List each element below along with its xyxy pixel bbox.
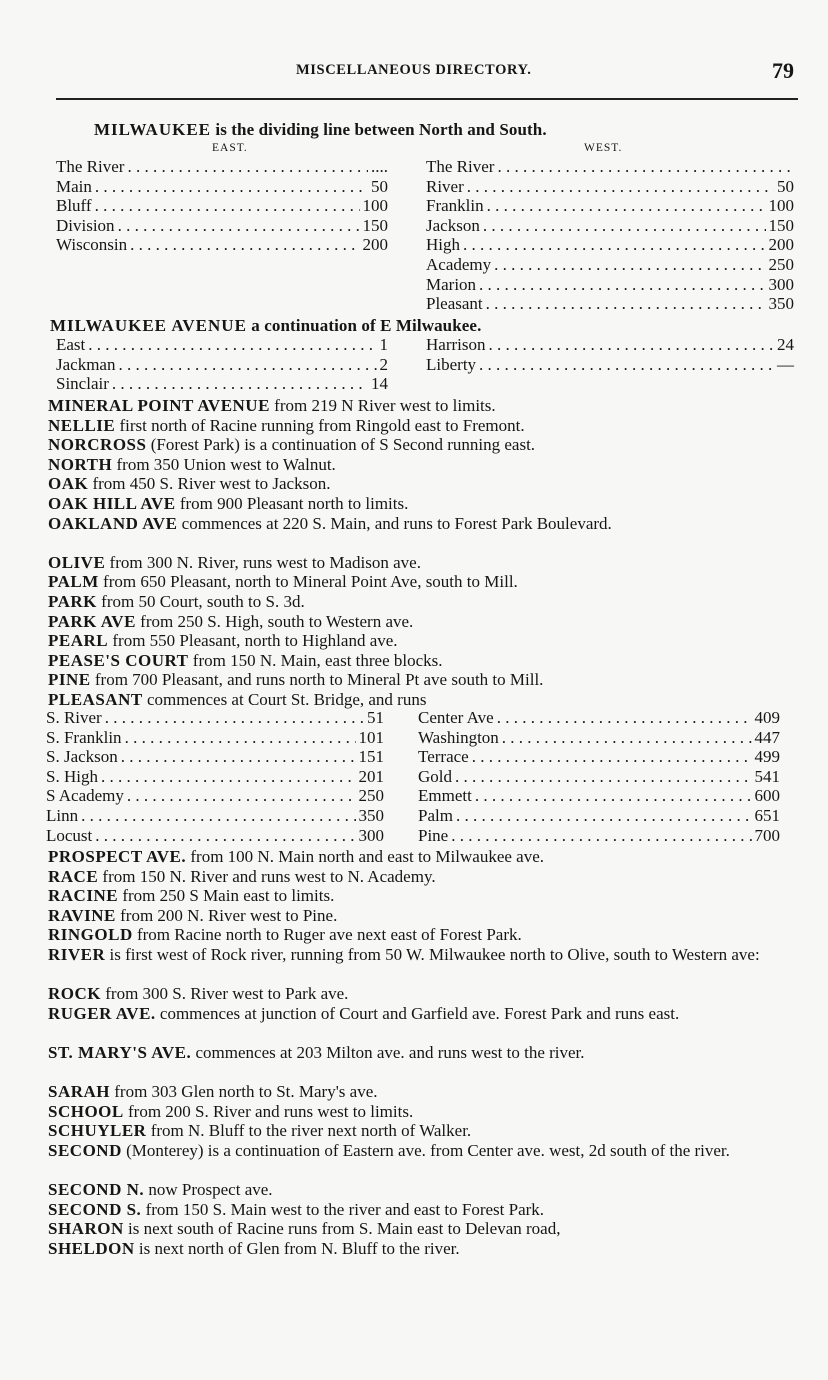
street-description: from 350 Union west to Walnut. xyxy=(116,454,336,474)
directory-row xyxy=(56,374,388,394)
street-name: SECOND S. xyxy=(48,1199,142,1219)
street-description: from 219 N River west to limits. xyxy=(274,396,496,415)
street-name: Academy xyxy=(426,255,492,274)
street-description: from 50 Court, south to S. 3d. xyxy=(101,592,305,611)
leader-dots xyxy=(488,335,774,355)
leader-dots xyxy=(112,374,368,394)
street-entry xyxy=(48,514,788,534)
street-entry xyxy=(48,651,788,671)
street-entry xyxy=(48,1219,788,1239)
street-name: PEARL xyxy=(48,631,109,651)
street-entry xyxy=(48,1239,788,1259)
street-number: 100 xyxy=(362,196,388,216)
street-name: Gold xyxy=(418,766,452,786)
street-number: 151 xyxy=(358,747,384,767)
running-head-title: MISCELLANEOUS DIRECTORY. xyxy=(296,62,532,78)
street-name: ST. MARY'S AVE. xyxy=(48,1043,192,1062)
street-entry xyxy=(48,1141,788,1161)
street-description: from 250 S. High, south to Western ave. xyxy=(140,611,414,631)
street-description: from 303 Glen north to St. Mary's ave. xyxy=(114,1082,378,1102)
street-number: 651 xyxy=(754,806,780,825)
directory-row xyxy=(56,157,388,177)
street-name: Terrace xyxy=(418,747,469,767)
street-name: Marion xyxy=(426,274,477,294)
street-name: RAVINE xyxy=(48,905,116,925)
street-name: Division xyxy=(56,215,115,235)
street-name: Jackman xyxy=(56,354,116,374)
leader-dots xyxy=(456,806,752,826)
street-number: 300 xyxy=(358,825,384,845)
street-entry xyxy=(48,945,788,965)
west-label: WEST. xyxy=(584,142,623,154)
street-number: 200 xyxy=(362,235,388,255)
street-entry xyxy=(48,906,788,926)
street-name: S. River xyxy=(46,708,102,727)
street-entry xyxy=(48,416,788,436)
street-entry xyxy=(48,494,788,514)
street-entry xyxy=(48,1102,788,1122)
street-number: 300 xyxy=(768,274,794,294)
street-name: High xyxy=(426,235,460,255)
street-number: 1 xyxy=(379,335,388,354)
street-entry xyxy=(48,1082,788,1102)
milwaukee-avenue-name: MILWAUKEE AVENUE xyxy=(50,316,247,335)
street-description: first north of Racine running from Ringold east to Fremont. xyxy=(119,415,525,435)
leader-dots xyxy=(472,747,752,767)
street-number: 24 xyxy=(777,335,794,354)
leader-dots xyxy=(483,216,766,236)
directory-row xyxy=(46,728,384,748)
directory-row xyxy=(418,708,780,728)
street-name: OAKLAND AVE xyxy=(48,513,178,533)
directory-row xyxy=(426,196,794,216)
directory-row xyxy=(56,196,388,216)
leader-dots xyxy=(502,728,752,748)
street-number: 250 xyxy=(358,786,384,806)
directory-row xyxy=(418,767,780,787)
leader-dots xyxy=(467,177,774,197)
street-entry xyxy=(48,925,788,945)
street-description: from 300 N. River, runs west to Madison ave. xyxy=(109,552,421,572)
directory-row xyxy=(418,806,780,826)
directory-row xyxy=(426,157,794,177)
directory-row xyxy=(426,255,794,275)
street-entry xyxy=(48,455,788,475)
leader-dots xyxy=(125,728,356,748)
street-description: from 900 Pleasant north to limits. xyxy=(179,494,409,513)
street-description: (Monterey) is a continuation of Eastern ave. from Center ave. west, 2d south of the river. xyxy=(126,1141,730,1160)
street-name: The River xyxy=(426,157,495,176)
street-name: MINERAL POINT AVENUE xyxy=(48,396,270,415)
street-description: from Racine north to Ruger ave next east of Forest Park. xyxy=(136,925,522,945)
directory-row xyxy=(46,806,384,826)
street-number: 101 xyxy=(358,727,384,747)
street-description: from N. Bluff to the river next north of Walker. xyxy=(150,1121,472,1141)
street-name: Locust xyxy=(46,825,93,845)
street-name: East xyxy=(56,335,86,354)
street-name: SCHOOL xyxy=(48,1101,124,1121)
street-name: RACINE xyxy=(48,886,119,906)
street-entry xyxy=(48,847,788,867)
street-number: 150 xyxy=(362,215,388,235)
street-number: 14 xyxy=(371,374,388,394)
milwaukee-intro xyxy=(94,120,547,140)
street-name: PROSPECT AVE. xyxy=(48,847,187,866)
street-name: S Academy xyxy=(46,786,124,806)
directory-row xyxy=(46,708,384,728)
leader-dots xyxy=(81,806,355,826)
street-name: Pine xyxy=(418,825,449,845)
leader-dots xyxy=(95,826,355,846)
leader-dots xyxy=(95,196,360,216)
directory-row xyxy=(426,235,794,255)
street-name: SCHUYLER xyxy=(48,1121,147,1141)
directory-row xyxy=(56,235,388,255)
street-name: SECOND xyxy=(48,1141,122,1160)
street-name: RACE xyxy=(48,866,99,886)
leader-dots xyxy=(95,177,368,197)
street-name: River xyxy=(426,176,464,196)
directory-row xyxy=(46,767,384,787)
street-entry xyxy=(48,396,788,416)
street-description: commences at 220 S. Main, and runs to Forest Park Boulevard. xyxy=(181,513,612,533)
street-entry xyxy=(48,1004,788,1024)
street-entry xyxy=(48,474,788,494)
header-rule xyxy=(56,98,798,100)
street-entry xyxy=(48,1200,788,1220)
street-entry xyxy=(48,612,788,632)
street-entry xyxy=(48,592,788,612)
street-name: Emmett xyxy=(418,786,472,806)
directory-row xyxy=(46,826,384,846)
street-description: from 250 S Main east to limits. xyxy=(122,886,335,906)
street-entry xyxy=(48,572,788,592)
directory-row xyxy=(46,786,384,806)
street-name: S. Jackson xyxy=(46,747,118,767)
street-name: Palm xyxy=(418,806,453,825)
street-name: OLIVE xyxy=(48,552,106,572)
directory-row xyxy=(418,786,780,806)
directory-row xyxy=(418,747,780,767)
leader-dots xyxy=(127,157,368,177)
street-description: is first west of Rock river, running from 50 W. Milwaukee north to Olive, south to Western ave: xyxy=(109,945,760,964)
street-description: commences at 203 Milton ave. and runs west to the river. xyxy=(195,1043,585,1062)
street-number: — xyxy=(777,354,794,374)
street-name: PARK AVE xyxy=(48,611,136,631)
street-entry xyxy=(48,631,788,651)
street-number: 50 xyxy=(777,176,794,196)
directory-row xyxy=(426,216,794,236)
east-label: EAST. xyxy=(212,142,248,154)
street-entry xyxy=(48,690,788,710)
street-description: from 150 S. Main west to the river and east to Forest Park. xyxy=(145,1199,545,1219)
street-description: commences at junction of Court and Garfield ave. Forest Park and runs east. xyxy=(159,1003,680,1023)
street-entry xyxy=(48,1180,788,1200)
leader-dots xyxy=(121,747,356,767)
street-description: is next south of Racine runs from S. Main east to Delevan road, xyxy=(127,1219,561,1239)
street-number: 100 xyxy=(768,196,794,216)
street-number: 499 xyxy=(754,747,780,767)
street-number: 201 xyxy=(358,766,384,786)
street-number: .... xyxy=(371,157,388,176)
leader-dots xyxy=(127,786,356,806)
leader-dots xyxy=(475,786,752,806)
directory-row xyxy=(46,747,384,767)
directory-row xyxy=(426,177,794,197)
street-name: Sinclair xyxy=(56,374,109,394)
directory-row xyxy=(426,275,794,295)
directory-row xyxy=(426,355,794,375)
leader-dots xyxy=(487,196,766,216)
street-description: from 450 S. River west to Jackson. xyxy=(92,474,331,494)
street-number: 350 xyxy=(768,294,794,314)
directory-row xyxy=(56,216,388,236)
street-name: SARAH xyxy=(48,1082,111,1102)
street-name: Jackson xyxy=(426,215,480,235)
directory-row xyxy=(56,335,388,355)
milwaukee-avenue-heading xyxy=(50,316,481,336)
street-entry xyxy=(48,984,788,1004)
street-name: Linn xyxy=(46,806,79,825)
street-entry xyxy=(48,1043,788,1063)
street-description: from 150 N. Main, east three blocks. xyxy=(192,650,443,670)
street-description: from 650 Pleasant, north to Mineral Point Ave, south to Mill. xyxy=(103,572,518,592)
street-name: PINE xyxy=(48,670,91,690)
street-number: 50 xyxy=(371,176,388,196)
leader-dots xyxy=(455,767,752,787)
street-entry xyxy=(48,886,788,906)
street-name: Main xyxy=(56,176,92,196)
leader-dots xyxy=(494,255,765,275)
leader-dots xyxy=(101,767,356,787)
street-number: 250 xyxy=(768,255,794,274)
street-number: 200 xyxy=(768,235,794,255)
street-name: PALM xyxy=(48,572,99,592)
street-description: from 200 S. River and runs west to limits. xyxy=(128,1101,414,1121)
street-name: RINGOLD xyxy=(48,925,133,945)
street-name: OAK xyxy=(48,474,89,494)
street-name: NORTH xyxy=(48,454,113,474)
leader-dots xyxy=(130,235,359,255)
street-entry xyxy=(48,867,788,887)
page-number: 79 xyxy=(772,58,794,83)
leader-dots xyxy=(479,355,774,375)
street-name: NORCROSS xyxy=(48,435,147,455)
directory-row xyxy=(56,177,388,197)
leader-dots xyxy=(451,826,751,846)
leader-dots xyxy=(463,235,766,255)
street-name: Washington xyxy=(418,727,499,747)
street-number: 447 xyxy=(754,727,780,747)
street-description: from 700 Pleasant, and runs north to Mineral Pt ave south to Mill. xyxy=(94,670,544,690)
street-name: OAK HILL AVE xyxy=(48,494,176,513)
street-name: Franklin xyxy=(426,196,484,216)
street-name: SECOND N. xyxy=(48,1180,145,1200)
leader-dots xyxy=(118,355,376,375)
street-description: from 100 N. Main north and east to Milwaukee ave. xyxy=(190,847,544,866)
street-name: NELLIE xyxy=(48,415,116,435)
street-name: S. High xyxy=(46,766,98,786)
street-number: 150 xyxy=(768,215,794,235)
street-name: PEASE'S COURT xyxy=(48,650,189,670)
street-description: now Prospect ave. xyxy=(148,1180,273,1200)
milwaukee-name: MILWAUKEE xyxy=(94,120,212,139)
street-name: Center Ave xyxy=(418,708,494,727)
leader-dots xyxy=(105,708,364,728)
leader-dots xyxy=(497,708,752,728)
street-name: PARK xyxy=(48,592,97,611)
street-name: RUGER AVE. xyxy=(48,1003,156,1023)
street-name: Harrison xyxy=(426,335,486,354)
street-entry xyxy=(48,1121,788,1141)
street-description: commences at Court St. Bridge, and runs xyxy=(146,690,427,709)
street-entry xyxy=(48,670,788,690)
directory-row xyxy=(426,335,794,355)
street-name: RIVER xyxy=(48,945,106,964)
street-description: from 150 N. River and runs west to N. Academy. xyxy=(102,866,436,886)
street-name: Wisconsin xyxy=(56,235,128,255)
street-number: 2 xyxy=(379,354,388,374)
street-description: from 550 Pleasant, north to Highland ave. xyxy=(112,631,398,651)
street-description: from 300 S. River west to Park ave. xyxy=(105,984,349,1004)
street-name: Bluff xyxy=(56,196,92,216)
street-entry xyxy=(48,435,788,455)
street-name: ROCK xyxy=(48,984,101,1004)
street-description: (Forest Park) is a continuation of S Second running east. xyxy=(150,435,536,455)
street-name: Liberty xyxy=(426,354,477,374)
street-number: 541 xyxy=(754,766,780,786)
leader-dots xyxy=(88,335,376,355)
directory-row xyxy=(418,826,780,846)
street-description: from 200 N. River west to Pine. xyxy=(120,905,338,925)
leader-dots xyxy=(479,275,765,295)
street-number: 409 xyxy=(754,708,780,727)
street-number: 700 xyxy=(754,825,780,845)
street-name: SHELDON xyxy=(48,1239,135,1258)
street-number: 350 xyxy=(358,806,384,825)
street-number: 51 xyxy=(367,708,384,727)
street-name: PLEASANT xyxy=(48,690,143,709)
street-name: S. Franklin xyxy=(46,727,122,747)
street-name: SHARON xyxy=(48,1219,124,1239)
street-name: Pleasant xyxy=(426,294,483,314)
street-name: The River xyxy=(56,157,125,176)
directory-row xyxy=(56,355,388,375)
directory-row xyxy=(418,728,780,748)
street-number: 600 xyxy=(754,786,780,806)
leader-dots xyxy=(497,157,791,177)
leader-dots xyxy=(118,216,360,236)
directory-row xyxy=(426,294,794,314)
milwaukee-avenue-text: a continuation of E Milwaukee. xyxy=(251,316,482,335)
street-entry xyxy=(48,553,788,573)
leader-dots xyxy=(486,294,766,314)
milwaukee-intro-text: is the dividing line between North and South. xyxy=(215,120,547,139)
street-description: is next north of Glen from N. Bluff to the river. xyxy=(138,1239,460,1258)
